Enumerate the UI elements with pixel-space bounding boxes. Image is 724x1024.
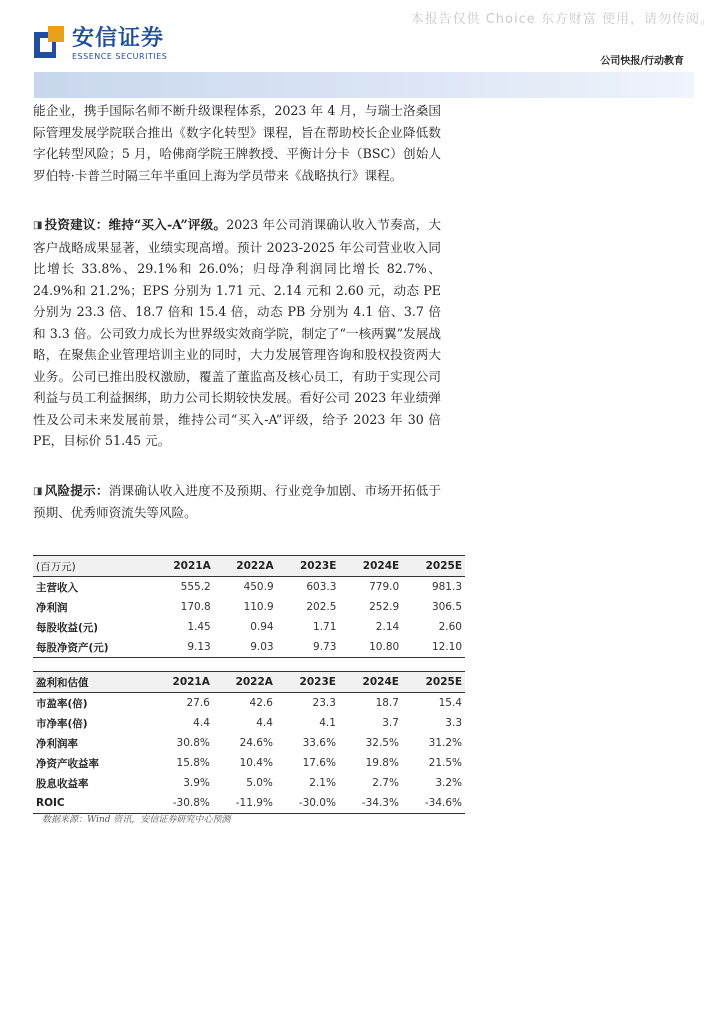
table-cell: 779.0	[369, 581, 400, 593]
table-cell: 0.94	[250, 621, 274, 633]
row-label: 市盈率(倍)	[36, 697, 88, 710]
table-cell: 2.7%	[372, 777, 399, 789]
table-cell: -30.0%	[298, 797, 336, 809]
table-cell: 9.13	[187, 641, 211, 653]
table-cell: 15.8%	[176, 757, 210, 769]
table-cell: 17.6%	[302, 757, 336, 769]
table-cell: 30.8%	[176, 737, 210, 749]
table-cell: 15.4	[438, 697, 462, 709]
table-cell: 981.3	[431, 581, 462, 593]
table-header-cell: 2022A	[236, 560, 274, 572]
table-cell: 32.5%	[365, 737, 399, 749]
table-cell: -11.9%	[235, 797, 273, 809]
bullet-icon: ◨	[33, 485, 43, 497]
table-cell: 252.9	[369, 601, 400, 613]
table-row	[33, 577, 465, 598]
row-label: ROIC	[36, 797, 65, 809]
logo-name-en: ESSENCE SECURITIES	[72, 52, 168, 61]
table-cell: -34.3%	[361, 797, 399, 809]
table-row	[33, 617, 465, 637]
report-body	[33, 96, 441, 524]
table-cell: 1.45	[187, 621, 211, 633]
table-cell: 3.9%	[183, 777, 210, 789]
table-header-cell: 2025E	[425, 560, 462, 572]
table-cell: 33.6%	[302, 737, 336, 749]
table-cell: 3.2%	[435, 777, 462, 789]
table-row	[33, 733, 465, 753]
report-type-label: 公司快报/行动教育	[600, 56, 684, 67]
table-cell: 3.7	[382, 717, 399, 729]
risk-warning-heading: 风险提示：	[44, 482, 109, 498]
table-header-cell: 2023E	[300, 560, 337, 572]
data-source-note: 数据来源：Wind 资讯，安信证券研究中心预测	[42, 815, 231, 825]
table-cell: 1.71	[313, 621, 337, 633]
table-cell: 24.6%	[239, 737, 273, 749]
table-cell: 21.5%	[428, 757, 462, 769]
table-header-cell: 盈利和估值	[36, 676, 89, 689]
row-label: 净利润率	[36, 737, 78, 750]
row-label: 主营收入	[36, 581, 78, 594]
table-cell: 170.8	[180, 601, 211, 613]
table-cell: 306.5	[431, 601, 462, 613]
table-cell: 3.3	[445, 717, 462, 729]
investment-advice-text: 2023 年公司消课确认收入节奏高，大客户战略成果显著，业绩实现高增。预计 2023-2025 年公司营业收入同比增长 33.8%、29.1%和 26.0%；归母净利润同比增长 82.7%、24.9%和 21.2%；EPS 分别为 1.71 元、2.14 元和 2.60 元，动态 PE 分别为 23.3 倍、18.7 倍和 15.4 倍，动态 PB 分别为 4.1 倍、3.7 倍和 3.3 倍。公司致力成长为世界级实效商学院，制定了“一核两翼”发展战略，在聚焦企业管理培训主业的同时，大力发展管理咨询和股权投资两大业务。公司已推出股权激励，覆盖了董监高及核心员工，有助于实现公司利益与员工利益捆绑，助力公司长期较快发展。看好公司 2023 年业绩弹性及公司未来发展前景，维持公司“买入-A”评级，给予 2023 年 30 倍 PE，目标价 51.45 元。	[33, 217, 441, 448]
table-row	[33, 773, 465, 793]
table-header-cell: (百万元)	[36, 560, 76, 573]
company-logo	[34, 26, 167, 61]
table-cell: 27.6	[186, 697, 210, 709]
table-header-cell: 2024E	[362, 676, 399, 688]
paragraph-course-system: 能企业，携手国际名师不断升级课程体系，2023 年 4 月，与瑞士洛桑国际管理发展学院联合推出《数字化转型》课程，旨在帮助校长企业降低数字化转型风险；5 月，哈佛商学院王牌教授、平衡计分卡（BSC）创始人罗伯特·卡普兰时隔三年半重回上海为学员带来《战略执行》课程。	[33, 103, 441, 183]
table-cell: 5.0%	[246, 777, 273, 789]
table-cell: 18.7	[375, 697, 399, 709]
table-header-cell: 2021A	[173, 560, 211, 572]
row-label: 每股收益(元)	[36, 621, 99, 634]
table-cell: 2.1%	[309, 777, 336, 789]
row-label: 每股净资产(元)	[36, 641, 109, 654]
row-label: 市净率(倍)	[36, 717, 88, 730]
table-cell: -34.6%	[424, 797, 462, 809]
table-header-cell: 2024E	[362, 560, 400, 572]
investment-advice-heading: 投资建议：维持“买入-A”评级。	[44, 217, 227, 232]
table-row	[33, 793, 465, 814]
table-cell: 110.9	[243, 601, 274, 613]
table-cell: 450.9	[243, 581, 274, 593]
table-header-cell: 2025E	[425, 676, 462, 688]
table-cell: 9.73	[313, 641, 337, 653]
table-row	[33, 693, 465, 714]
table-cell: 10.80	[369, 641, 400, 653]
table-row	[33, 637, 465, 658]
table-header-cell: 2022A	[235, 676, 273, 688]
header-bar	[34, 72, 694, 98]
bullet-icon: ◨	[33, 220, 43, 231]
logo-mark-icon	[34, 26, 64, 58]
risk-warning-text: 消课确认收入进度不及预期、行业竞争加剧、市场开拓低于预期、优秀师资流失等风险。	[33, 482, 442, 520]
financial-forecast-table	[33, 555, 465, 658]
table-row	[33, 713, 465, 733]
watermark: 本报告仅供 Choice 东方财富 使用，请勿传阅。	[410, 12, 714, 27]
table-header-row	[33, 556, 465, 577]
row-label: 净利润	[36, 601, 68, 614]
table-cell: 4.1	[319, 717, 336, 729]
row-label: 净资产收益率	[36, 757, 99, 770]
table-row	[33, 753, 465, 773]
table-cell: 603.3	[306, 581, 337, 593]
table-cell: -30.8%	[172, 797, 210, 809]
table-cell: 42.6	[249, 697, 273, 709]
table-cell: 10.4%	[239, 757, 273, 769]
table-header-cell: 2021A	[172, 676, 210, 688]
paragraph-investment-advice	[33, 214, 441, 452]
table-cell: 202.5	[306, 601, 337, 613]
table-cell: 2.14	[375, 621, 400, 633]
table-cell: 4.4	[193, 717, 210, 729]
table-header-row	[33, 672, 465, 693]
table-header-cell: 2023E	[299, 676, 336, 688]
table-cell: 555.2	[180, 581, 211, 593]
table-cell: 9.03	[250, 641, 274, 653]
valuation-table	[33, 671, 465, 814]
paragraph-risk-warning	[33, 480, 441, 524]
table-cell: 19.8%	[365, 757, 399, 769]
table-cell: 31.2%	[428, 737, 462, 749]
table-cell: 12.10	[431, 641, 462, 653]
table-row	[33, 597, 465, 617]
row-label: 股息收益率	[36, 777, 89, 790]
logo-name-cn: 安信证券	[72, 26, 165, 51]
table-cell: 2.60	[438, 621, 462, 633]
table-cell: 23.3	[312, 697, 336, 709]
table-cell: 4.4	[256, 717, 273, 729]
